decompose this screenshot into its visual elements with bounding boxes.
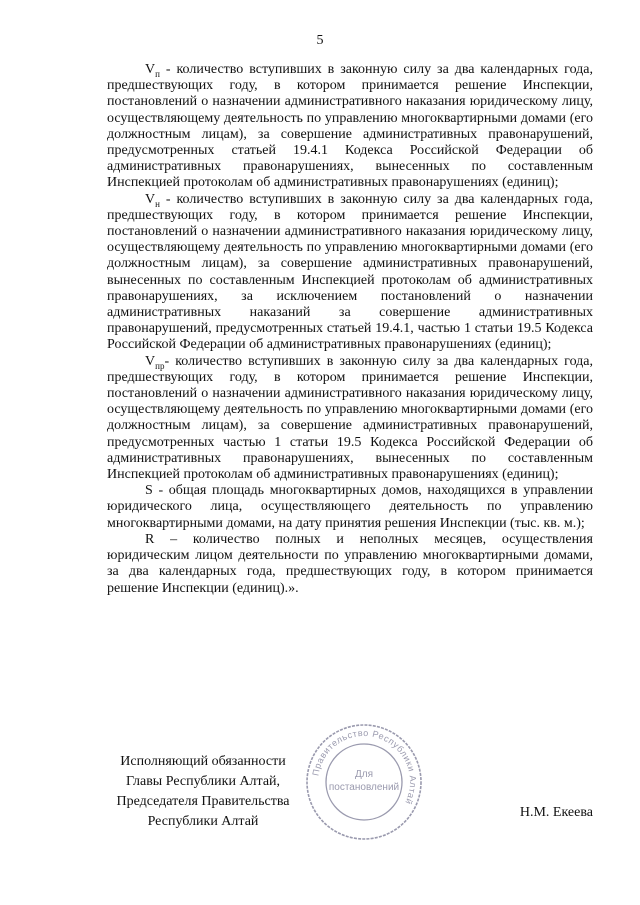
formula-subscript: пр: [155, 360, 165, 371]
formula-symbol: V: [145, 62, 156, 77]
formula-subscript: п: [155, 68, 160, 79]
position-line: Главы Республики Алтай,: [125, 774, 281, 789]
position-line: Исполняющий обязанности: [120, 754, 286, 769]
paragraph-vpr: [107, 354, 593, 484]
page-number: 5: [316, 33, 324, 48]
paragraph-text: – количество полных и неполных месяцев, осуществления юридическим лицом деятельности по управлению многоквартирными домами, за два календарных года, предшествующих году, в котором принимается решение Инспекции (единиц).».: [107, 531, 593, 596]
document-body: [107, 62, 593, 597]
stamp-inner-text-line2: постановлений: [328, 782, 400, 793]
paragraph-text: - количество вступивших в законную силу за два календарных года, предшествующих году, в котором принимается решение Инспекции, постановлений о назначении административного наказания юридическому лицу, осуществляющему деятельность по управлению многоквартирными домами (его должностным лицам), за совершение административных правонарушений, предусмотренных статьей 19.4.1 Кодекса Российской Федерации об административных правонарушениях, вынесенных по составленным Инспекцией протоколам об административных правонарушениях (единиц);: [107, 62, 593, 191]
stamp-inner-text-line1: Для: [354, 769, 374, 780]
formula-symbol: S: [145, 483, 153, 499]
official-stamp: [304, 722, 424, 842]
paragraph-vn: [107, 192, 593, 354]
formula-symbol: V: [145, 191, 156, 207]
position-line: Республики Алтай: [147, 814, 259, 829]
formula-symbol: R: [145, 531, 155, 547]
paragraph-r: [107, 532, 593, 597]
paragraph-vp: [107, 62, 593, 192]
signatory-position: [108, 752, 298, 832]
signatory-name: Н.М. Екеева: [519, 805, 593, 820]
position-line: Председателя Правительства: [116, 794, 290, 809]
stamp-outer-text: Правительство Республики Алтай: [310, 727, 419, 807]
paragraph-text: - количество вступивших в законную силу за два календарных года, предшествующих году, в котором принимается решение Инспекции, постановлений о назначении административного наказания юридическому лицу, осуществляющему деятельность по управлению многоквартирными домами (его должностным лицам), за совершение административных правонарушений, вынесенных по составленным Инспекцией протоколам об административных правонарушениях, за исключением постановлений о назначении административных наказаний за совершение административных правонарушений, предусмотренных статьей 19.4.1, частью 1 статьи 19.5 Кодекса Российской Федерации об административных правонарушениях (единиц);: [107, 191, 593, 353]
paragraph-s: [107, 483, 593, 532]
paragraph-text: - количество вступивших в законную силу за два календарных года, предшествующих году, в котором принимается решение Инспекции, постановлений о назначении административного наказания юридическому лицу, осуществляющему деятельность по управлению многоквартирными домами (его должностным лицам), за совершение административных правонарушений, предусмотренных частью 1 статьи 19.5 Кодекса Российской Федерации об административных правонарушениях, вынесенных по составленным Инспекцией протоколам об административных правонарушениях (единиц);: [107, 353, 593, 483]
paragraph-text: - общая площадь многоквартирных домов, находящихся в управлении юридического лица, осуществляющего деятельность по управлению многоквартирными домами, на дату принятия решения Инспекции (тыс. кв. м.);: [107, 483, 593, 531]
formula-symbol: V: [145, 353, 156, 369]
formula-subscript: н: [155, 198, 160, 209]
